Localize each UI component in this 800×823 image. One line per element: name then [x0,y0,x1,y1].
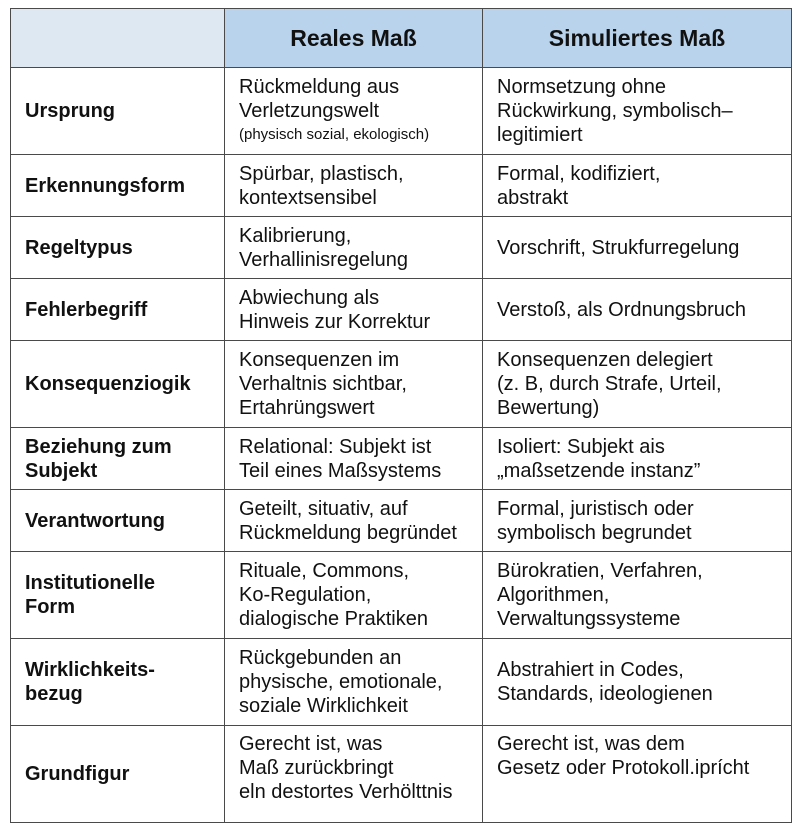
real-cell: Kalibrierung, Verhallinisregelung [225,217,483,279]
real-cell: Spürbar, plastisch, kontextsensibel [225,155,483,217]
real-cell-note: (physisch sozial, ekologisch) [239,126,430,143]
table-row [11,217,792,279]
row-label: Fehlerbegriff [11,279,225,341]
real-cell: Rituale, Commons, Ko-Regulation, dialogische Praktiken [225,552,483,639]
row-label: Ursprung [11,68,225,155]
simulated-cell: Normsetzung ohne Rückwirkung, symbolisch– legitimiert [483,68,792,155]
table-row [11,155,792,217]
simulated-cell: Isoliert: Subjekt ais „maßsetzende instanz” [483,428,792,490]
comparison-table [10,8,792,823]
table-row [11,279,792,341]
row-label: Verantwortung [11,490,225,552]
table-row [11,68,792,155]
row-label: Regeltypus [11,217,225,279]
table-row [11,428,792,490]
real-cell: Geteilt, situativ, auf Rückmeldung begründet [225,490,483,552]
table-row [11,639,792,726]
simulated-cell: Formal, juristisch oder symbolisch begrundet [483,490,792,552]
real-cell: Rückmeldung aus Verletzungswelt (physisch sozial, ekologisch) [225,68,483,155]
header-real-measure: Reales Maß [225,9,483,68]
real-cell: Rückgebunden an physische, emotionale, soziale Wirklichkeit [225,639,483,726]
row-label: Wirklichkeits- bezug [11,639,225,726]
simulated-cell: Verstoß, als Ordnungsbruch [483,279,792,341]
real-cell: Relational: Subjekt ist Teil eines Maßsystems [225,428,483,490]
row-label: Erkennungsform [11,155,225,217]
simulated-cell: Konsequenzen delegiert (z. B, durch Strafe, Urteil, Bewertung) [483,341,792,428]
row-label: Institutionelle Form [11,552,225,639]
table-row [11,341,792,428]
header-row [11,9,792,68]
simulated-cell: Bürokratien, Verfahren, Algorithmen, Verwaltungssysteme [483,552,792,639]
header-simulated-measure: Simuliertes Maß [483,9,792,68]
simulated-cell: Abstrahiert in Codes, Standards, ideologienen [483,639,792,726]
table-row [11,552,792,639]
real-cell: Gerecht ist, was Maß zurückbringt eln destortes Verhölttnis [225,726,483,823]
header-corner-cell [11,9,225,68]
table-row [11,490,792,552]
row-label: Grundfigur [11,726,225,823]
simulated-cell: Formal, kodifiziert, abstrakt [483,155,792,217]
table-row [11,726,792,823]
real-cell: Konsequenzen im Verhaltnis sichtbar, Ertahrüngswert [225,341,483,428]
row-label: Beziehung zum Subjekt [11,428,225,490]
simulated-cell: Vorschrift, Strukfurregelung [483,217,792,279]
row-label: Konsequenziogik [11,341,225,428]
real-cell: Abwiechung als Hinweis zur Korrektur [225,279,483,341]
simulated-cell: Gerecht ist, was dem Gesetz oder Protokoll.iprícht [483,726,792,823]
